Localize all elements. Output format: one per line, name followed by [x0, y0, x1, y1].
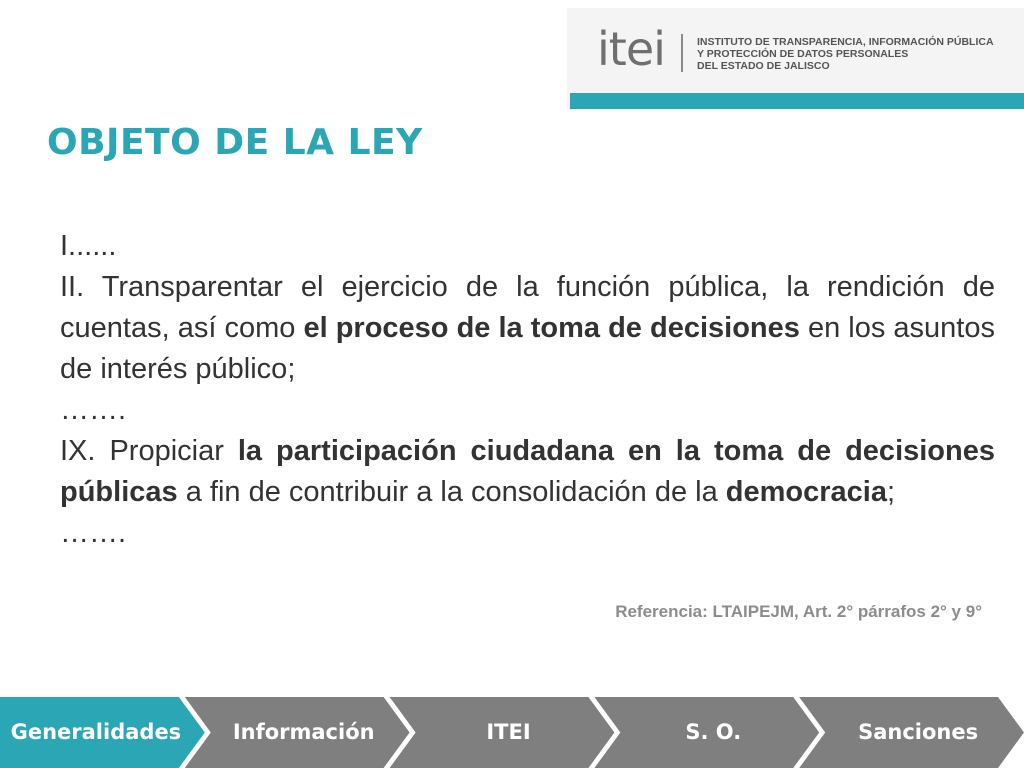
institute-name: [697, 36, 994, 72]
nav-item-s-o[interactable]: S. O.: [685, 720, 742, 744]
ellipsis-2: …….: [60, 517, 127, 549]
page-title: OBJETO DE LA LEY: [47, 122, 423, 163]
item-ii-text-end: en los asuntos de interés público;: [60, 312, 995, 385]
nav-item-itei[interactable]: ITEI: [486, 720, 531, 744]
item-ii: [60, 267, 995, 390]
institute-line-1: INSTITUTO DE TRANSPARENCIA, INFORMACIÓN PÚBLICA: [697, 36, 994, 48]
item-ix-text-mid: a fin de contribuir a la consolidación de la: [177, 476, 726, 508]
item-ix-text: IX. Propiciar: [60, 435, 238, 467]
institute-line-3: DEL ESTADO DE JALISCO: [697, 60, 830, 72]
logo-divider: [681, 34, 683, 72]
ellipsis-1: …….: [60, 394, 127, 426]
reference-note: Referencia: LTAIPEJM, Art. 2° párrafos 2° y 9°: [615, 602, 982, 621]
law-text: [60, 226, 995, 554]
item-ii-emphasis: el proceso de la toma de decisiones: [303, 312, 800, 344]
item-i: I......: [60, 230, 117, 262]
institute-line-2: Y PROTECCIÓN DE DATOS PERSONALES: [697, 48, 909, 60]
item-ii-text: II. Transparentar el ejercicio de la función pública, la rendición de cuentas, así como: [60, 271, 995, 344]
itei-logo: itei: [597, 22, 665, 76]
nav-item-información[interactable]: Información: [232, 720, 375, 744]
header-accent-bar: [570, 93, 1024, 109]
bottom-nav: [0, 697, 1024, 768]
nav-item-sanciones[interactable]: Sanciones: [858, 720, 979, 744]
nav-item-generalidades[interactable]: Generalidades: [10, 720, 182, 744]
item-ix-emphasis-2: democracia: [725, 476, 887, 508]
item-ix-emphasis: la participación ciudadana en la toma de decisiones públicas: [60, 435, 995, 508]
item-ix-text-end: ;: [886, 476, 896, 508]
item-ix: [60, 431, 995, 513]
